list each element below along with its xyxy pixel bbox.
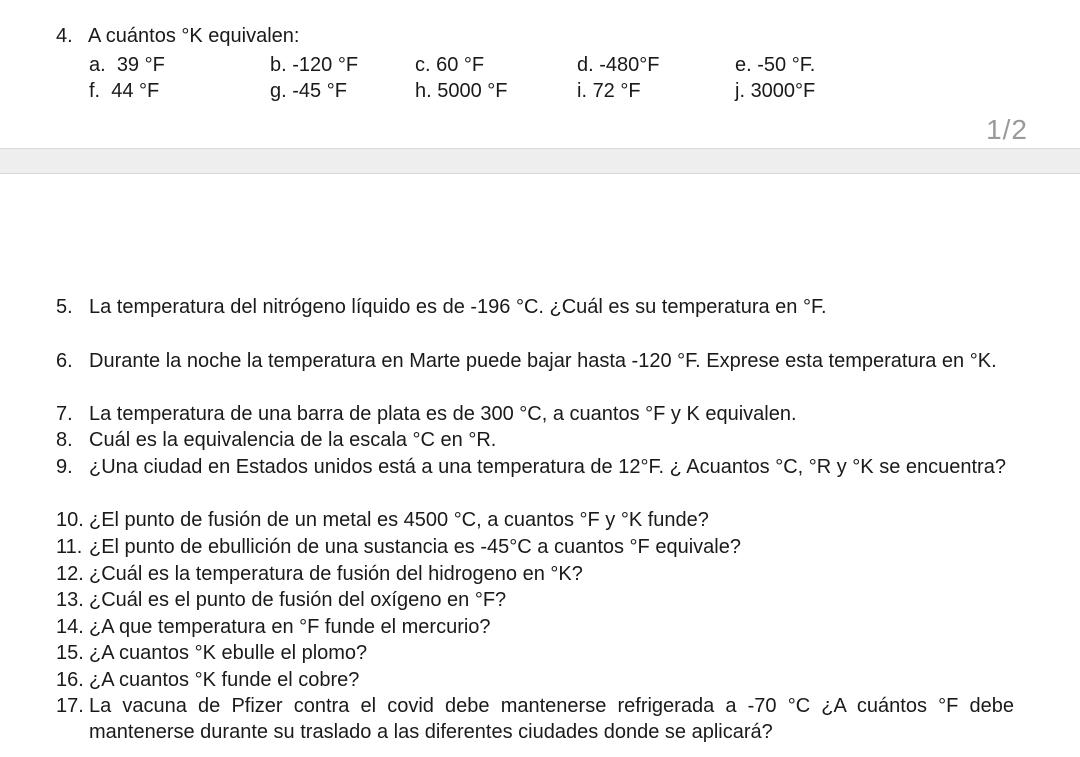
option-h (415, 80, 508, 103)
question-7 (56, 401, 1014, 427)
option-value: 39 °F (116, 54, 165, 76)
question-text: La temperatura de una barra de plata es de 300 °C, a cuantos °F y K equivalen. (89, 403, 797, 425)
question-number: 8. (56, 429, 73, 451)
question-text: ¿A cuantos °K funde el cobre? (89, 669, 360, 691)
question-number: 7. (56, 403, 73, 425)
option-letter: h. (415, 80, 432, 102)
question-4-title (56, 25, 299, 48)
question-number: 10. (56, 509, 84, 531)
option-c (415, 54, 484, 77)
question-number: 12. (56, 563, 84, 585)
question-text: ¿A cuantos °K ebulle el plomo? (89, 642, 368, 664)
question-10 (56, 507, 1014, 533)
option-d (577, 54, 660, 77)
option-letter: e. (735, 54, 752, 76)
option-value: -45 °F (292, 80, 347, 102)
option-letter: d. (577, 54, 594, 76)
option-letter: j. (735, 80, 745, 102)
question-14 (56, 614, 1014, 640)
question-11 (56, 534, 1014, 560)
option-value: -120 °F (292, 54, 359, 76)
option-value: 60 °F (436, 54, 485, 76)
question-16 (56, 667, 1014, 693)
question-13 (56, 587, 1014, 613)
option-value: 44 °F (111, 80, 160, 102)
option-letter: a. (89, 54, 106, 76)
question-12 (56, 561, 1014, 587)
option-value: 5000 °F (437, 80, 508, 102)
question-text: ¿Una ciudad en Estados unidos está a una temperatura de 12°F. ¿ Acuantos °C, °R y °K se encuentra? (89, 456, 1006, 478)
question-text: ¿Cuál es el punto de fusión del oxígeno en °F? (89, 589, 507, 611)
question-text: ¿A que temperatura en °F funde el mercurio? (89, 616, 491, 638)
question-text: ¿El punto de fusión de un metal es 4500 °C, a cuantos °F y °K funde? (89, 509, 709, 531)
question-15 (56, 640, 1014, 666)
question-number: 4. (56, 25, 73, 47)
question-number: 14. (56, 616, 84, 638)
option-value: 72 °F (592, 80, 641, 102)
option-b (270, 54, 358, 77)
question-8 (56, 427, 1014, 453)
page-divider (0, 148, 1080, 174)
option-letter: g. (270, 80, 287, 102)
question-5 (56, 294, 1014, 320)
option-letter: i. (577, 80, 587, 102)
question-number: 17. (56, 695, 84, 717)
option-letter: b. (270, 54, 287, 76)
option-g (270, 80, 347, 103)
question-text: La vacuna de Pfizer contra el covid debe mantenerse refrigerada a -70 °C ¿A cuántos °F debe mantenerse durante su traslado a las diferentes ciudades donde se aplicará? (89, 695, 1014, 743)
question-number: 6. (56, 350, 73, 372)
question-6 (56, 348, 1014, 374)
page-1-section (0, 0, 1080, 148)
option-i (577, 80, 641, 103)
option-value: -50 °F. (757, 54, 816, 76)
question-number: 13. (56, 589, 84, 611)
question-text: La temperatura del nitrógeno líquido es de -196 °C. ¿Cuál es su temperatura en °F. (89, 296, 827, 318)
option-a (89, 54, 165, 77)
question-9 (56, 454, 1014, 480)
question-text: Cuál es la equivalencia de la escala °C en °R. (89, 429, 497, 451)
option-e (735, 54, 815, 77)
question-text: ¿Cuál es la temperatura de fusión del hidrogeno en °K? (89, 563, 583, 585)
question-number: 15. (56, 642, 84, 664)
question-number: 9. (56, 456, 73, 478)
question-text: A cuántos °K equivalen: (88, 25, 300, 47)
option-j (735, 80, 815, 103)
question-number: 11. (56, 536, 83, 558)
question-text: Durante la noche la temperatura en Marte puede bajar hasta -120 °F. Exprese esta temperatura en °K. (89, 350, 997, 372)
option-value: -480°F (599, 54, 660, 76)
page-indicator: 1/2 (986, 114, 1028, 145)
option-letter: f. (89, 80, 101, 102)
question-number: 5. (56, 296, 73, 318)
option-value: 3000°F (750, 80, 816, 102)
question-number: 16. (56, 669, 84, 691)
question-text: ¿El punto de ebullición de una sustancia es -45°C a cuantos °F equivale? (89, 536, 741, 558)
question-17 (56, 693, 1014, 745)
option-f (89, 80, 159, 103)
option-letter: c. (415, 54, 431, 76)
